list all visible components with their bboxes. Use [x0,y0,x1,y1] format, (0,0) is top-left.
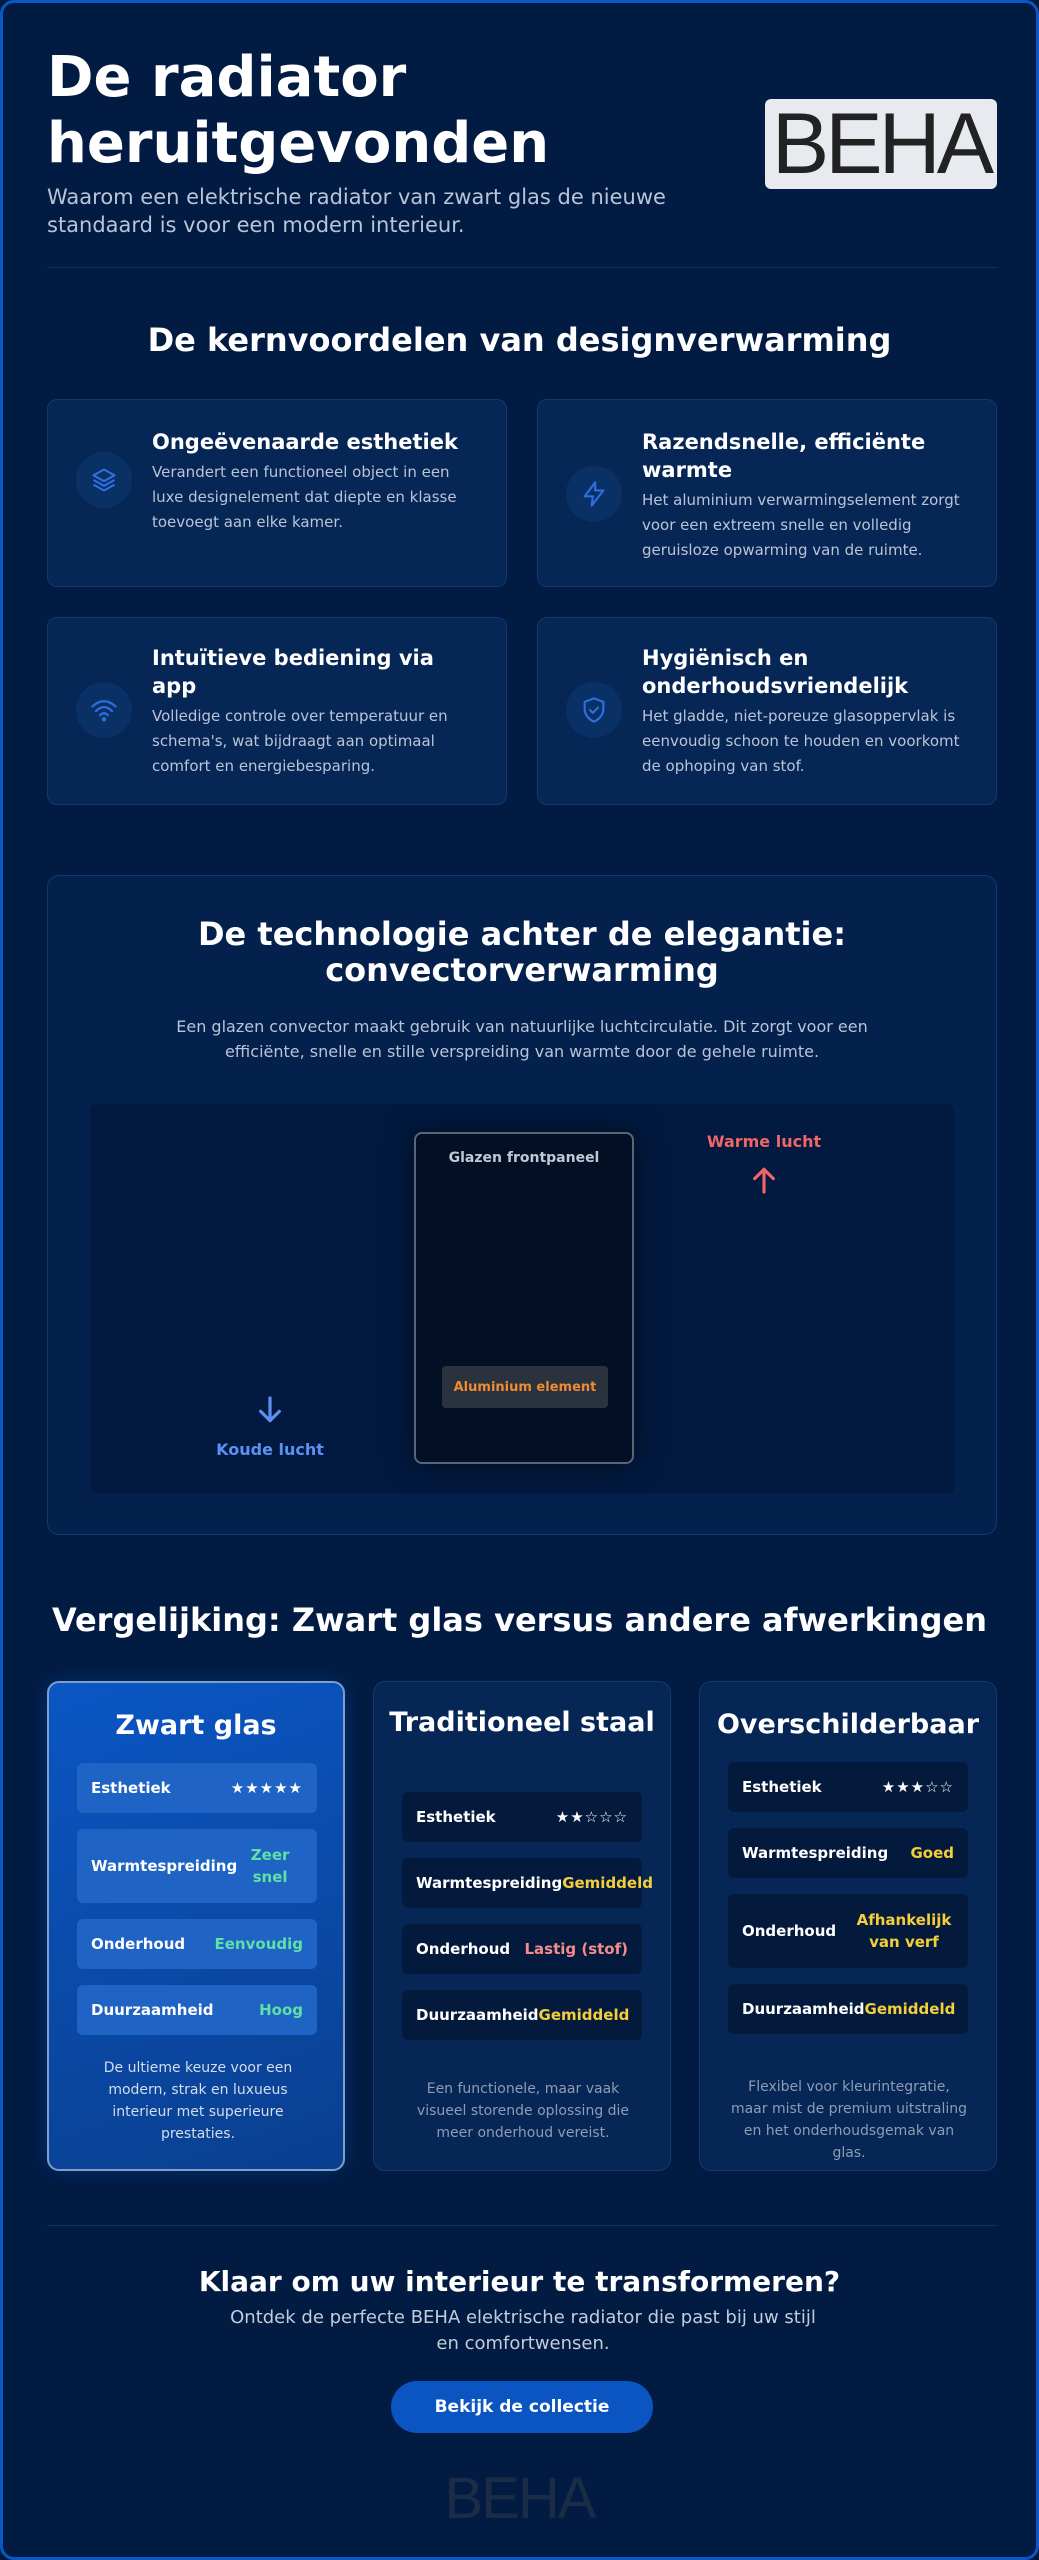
row-label: Warmtespreiding [742,1844,889,1862]
comparison-row [728,1828,968,1878]
brand-logo-text: BEHA [771,96,991,192]
row-label: Warmtespreiding [416,1874,563,1892]
row-value: Zeer snel [250,1846,290,1886]
convector-diagram [90,1104,954,1494]
comparison-row [402,1858,653,1908]
panel-label: Glazen frontpaneel [448,1150,600,1166]
benefit-text: Verandert een functioneel object in een luxe designelement dat diepte en klasse toevoegt aan elke kamer. [152,463,457,531]
row-label: Duurzaamheid [416,2006,539,2024]
benefit-text: Het gladde, niet-poreuze glasoppervlak is eenvoudig schoon te houden en voorkomt de ophoping van stof. [642,707,960,775]
comparison-card-title: Traditioneel staal [389,1707,655,1738]
row-value: Gemiddeld [562,1874,653,1892]
comparison-row [728,1762,968,1812]
comparison-card-title: Overschilderbaar [716,1709,980,1740]
benefit-card-app [47,617,507,805]
row-label: Onderhoud [91,1935,186,1953]
view-collection-button[interactable]: Bekijk de collectie [391,2381,653,2433]
row-label: Duurzaamheid [91,2001,214,2019]
benefit-title: Ongeëvenaarde esthetiek [152,430,458,454]
row-label: Warmtespreiding [91,1857,238,1875]
row-value: Gemiddeld [864,2000,956,2018]
glass-front-panel [414,1132,634,1464]
benefit-title: Razendsnelle, efficiënte warmte [642,430,926,482]
rating-stars: ★★★★★ [230,1779,303,1797]
comparison-row [728,1894,968,1968]
row-value: Hoog [259,2001,303,2019]
comparison-card-staal [373,1681,671,2171]
cta-text: Ontdek de perfecte BEHA elektrische radiator die past bij uw stijl en comfortwensen. [230,2307,816,2354]
rating-stars: ★★☆☆☆ [555,1808,628,1826]
row-label: Esthetiek [91,1779,171,1797]
row-label: Onderhoud [742,1922,837,1940]
technology-section [47,875,997,1535]
comparison-note: De ultieme keuze voor een modern, strak en luxueus interieur met superieure prestaties. [103,2060,293,2142]
row-value: Lastig (stof) [524,1940,628,1958]
comparison-card-overschilderbaar [699,1681,997,2171]
footer-logo: BEHA [444,2466,595,2531]
page-subtitle: Waarom een elektrische radiator van zwart glas de nieuwe standaard is voor een modern interieur. [47,185,666,237]
row-label: Esthetiek [416,1808,496,1826]
benefit-title: Hygiënisch en onderhoudsvriendelijk [642,646,909,698]
row-value: Goed [910,1844,954,1862]
comparison-row [728,1984,968,2034]
row-value: Eenvoudig [214,1935,303,1953]
benefit-title: Intuïtieve bediening via app [152,646,434,698]
benefit-card-hygiene [537,617,997,805]
brand-logo [765,96,997,192]
comparison-row [77,1829,317,1903]
row-label: Onderhoud [416,1940,511,1958]
comparison-row [402,1990,642,2040]
technology-description: Een glazen convector maakt gebruik van natuurlijke luchtcirculatie. Dit zorgt voor een efficiënte, snelle en stille verspreiding van warmte door de gehele ruimte. [176,1017,868,1061]
layers-icon [76,452,132,508]
comparison-note: Een functionele, maar vaak visueel storende oplossing die meer onderhoud vereist. [416,2081,630,2141]
comparison-note: Flexibel voor kleurintegratie, maar mist de premium uitstraling en het onderhoudsgemak van glas. [730,2079,968,2161]
benefit-text: Volledige controle over temperatuur en schema's, wat bijdraagt aan optimaal comfort en energiebesparing. [152,707,448,775]
comparison-card-zwart-glas [47,1681,345,2171]
benefit-text: Het aluminium verwarmingselement zorgt voor een extreem snelle en volledig geruisloze opwarming van de ruimte. [642,491,960,559]
row-value: Afhankelijk van verf [856,1911,952,1951]
comparison-card-title: Zwart glas [115,1710,277,1741]
shield-check-icon [566,682,622,738]
arrow-down-icon [254,1394,286,1430]
wifi-icon [76,682,132,738]
cta-title: Klaar om uw interieur te transformeren? [198,2265,841,2298]
cold-air-label: Koude lucht [216,1440,324,1459]
technology-title: De technologie achter de elegantie: convectorverwarming [197,915,847,989]
warm-air-label: Warme lucht [706,1132,822,1151]
row-label: Esthetiek [742,1778,822,1796]
divider [47,267,997,268]
comparison-row [77,1763,317,1813]
comparison-row [402,1924,642,1974]
arrow-up-icon [748,1164,780,1200]
comparison-row [77,1919,317,1969]
page-title: De radiator heruitgevonden [47,45,550,176]
comparison-title: Vergelijking: Zwart glas versus andere afwerkingen [51,1601,988,1639]
comparison-row [402,1792,642,1842]
benefits-title: De kernvoordelen van designverwarming [147,321,892,359]
aluminium-element: Aluminium element [442,1366,608,1408]
benefit-card-warmte [537,399,997,587]
row-label: Duurzaamheid [742,2000,865,2018]
divider [47,2225,997,2226]
benefit-card-esthetiek [47,399,507,587]
rating-stars: ★★★☆☆ [881,1778,954,1796]
lightning-icon [566,466,622,522]
row-value: Gemiddeld [538,2006,630,2024]
comparison-row [77,1985,317,2035]
